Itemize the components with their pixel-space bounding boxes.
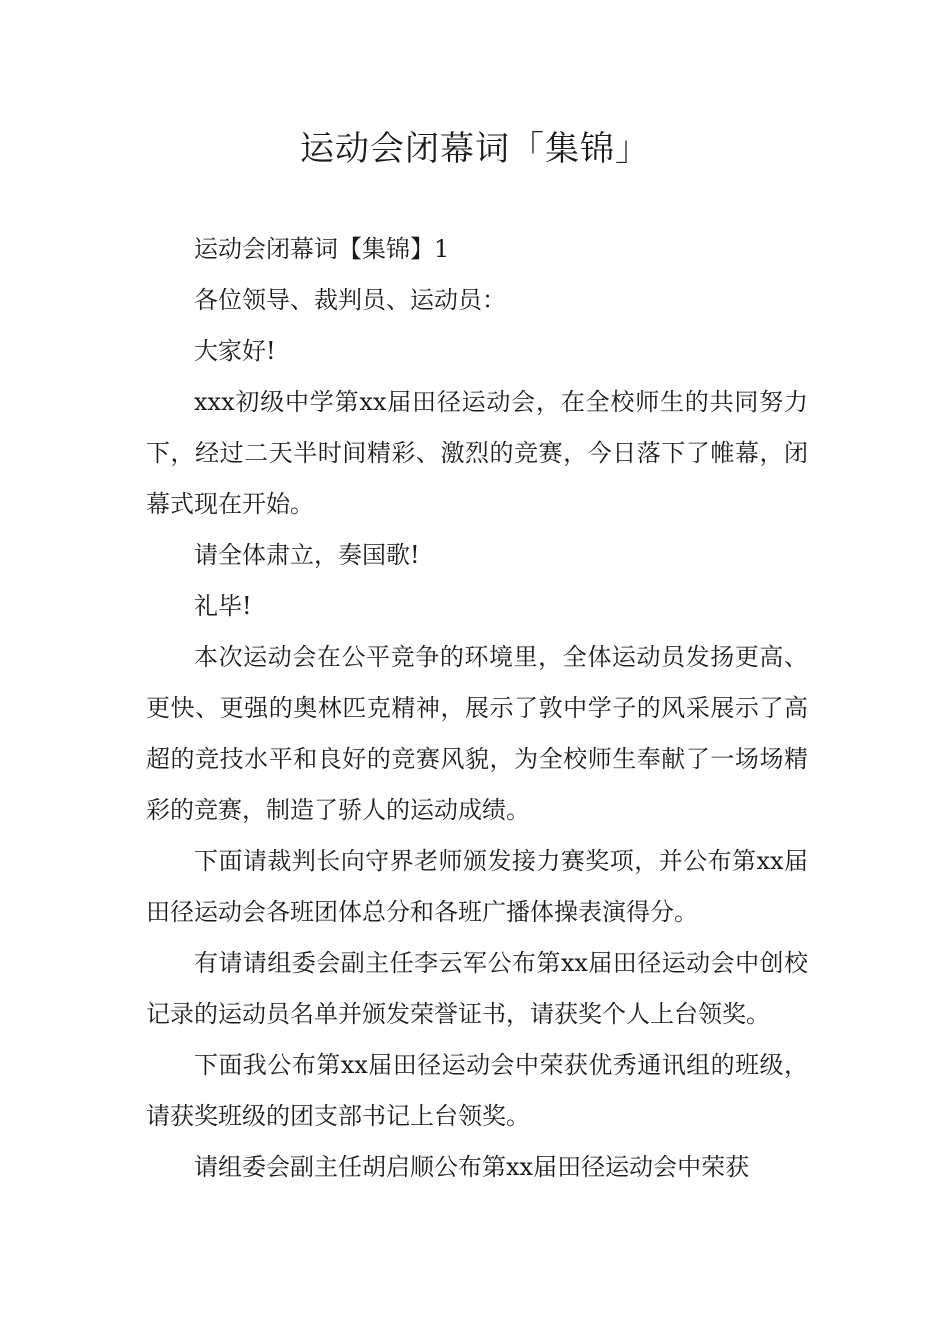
document-title: 运动会闭幕词「集锦」 [300, 129, 650, 169]
paragraph: 请全体肃立，奏国歌! [194, 541, 420, 569]
paragraph: 有请请组委会副主任李云军公布第xx届田径运动会中创校记录的运动员名单并颁发荣誉证书，请获奖个人上台领奖。 [146, 949, 808, 1028]
paragraph: 运动会闭幕词【集锦】1 [194, 235, 450, 263]
paragraph: 礼毕! [194, 592, 252, 620]
document-body [146, 224, 808, 1193]
paragraph: 本次运动会在公平竞争的环境里，全体运动员发扬更高、更快、更强的奥林匹克精神，展示了敦中学子的风采展示了高超的竞技水平和良好的竞赛风貌，为全校师生奉献了一场场精彩的竞赛，制造了骄人的运动成绩。 [146, 643, 808, 824]
paragraph: xxx初级中学第xx届田径运动会，在全校师生的共同努力下，经过二天半时间精彩、激烈的竞赛，今日落下了帷幕，闭幕式现在开始。 [146, 388, 808, 518]
paragraph: 下面请裁判长向守界老师颁发接力赛奖项，并公布第xx届田径运动会各班团体总分和各班广播体操表演得分。 [146, 847, 808, 926]
paragraph: 大家好! [194, 337, 276, 365]
paragraph: 下面我公布第xx届田径运动会中荣获优秀通讯组的班级，请获奖班级的团支部书记上台领奖。 [146, 1051, 808, 1130]
paragraph: 请组委会副主任胡启顺公布第xx届田径运动会中荣获 [194, 1153, 750, 1181]
paragraph: 各位领导、裁判员、运动员： [194, 286, 506, 314]
